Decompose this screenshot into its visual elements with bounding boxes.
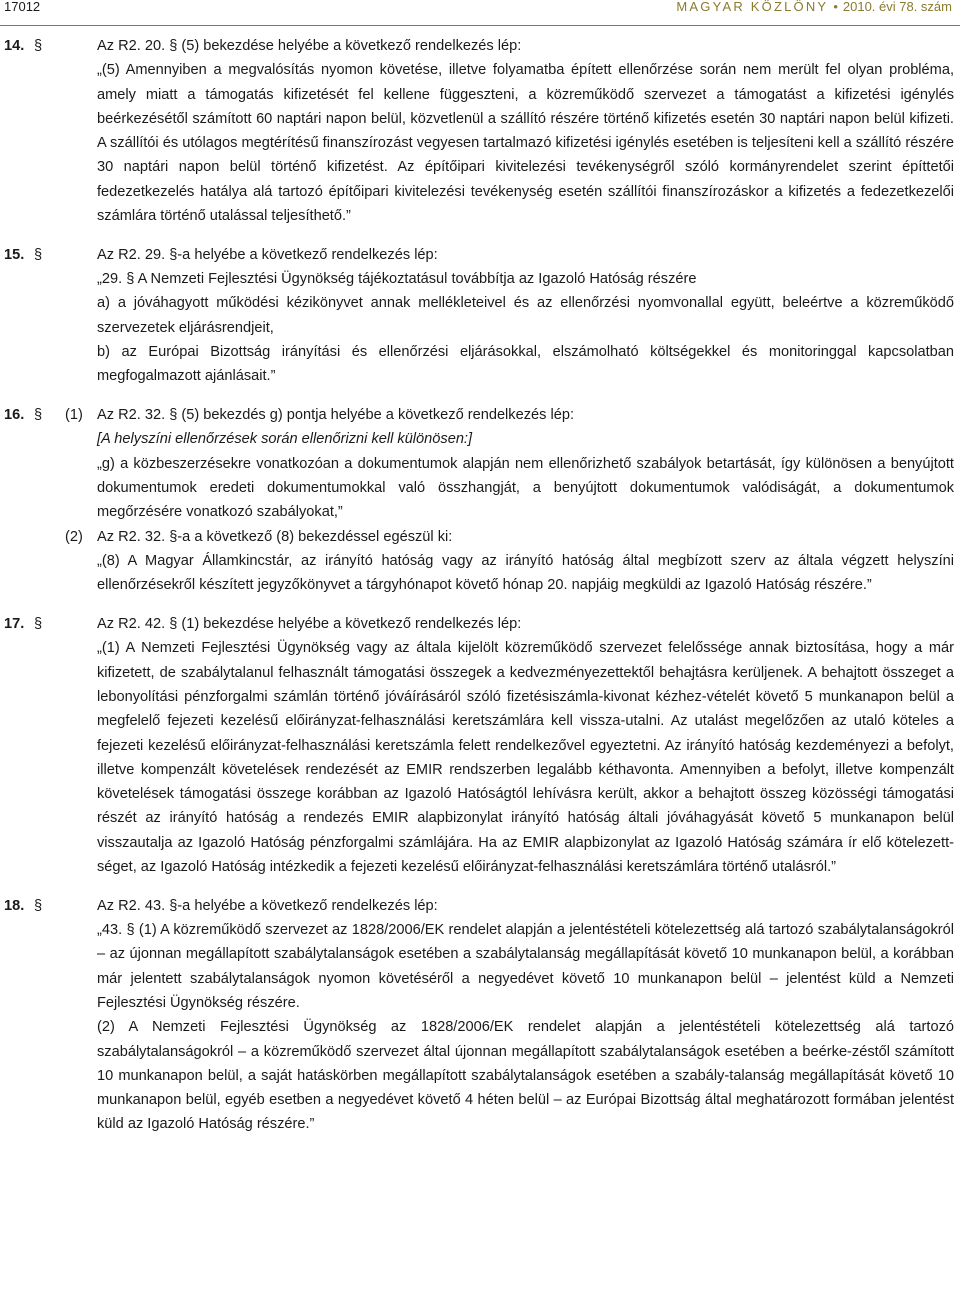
amendment-text: „29. § A Nemzeti Fejlesztési Ügynökség tájékoztatásul továbbítja az Igazoló Hatóság részére: [97, 271, 697, 288]
issue-info: 2010. évi 78. szám: [842, 0, 952, 14]
section-number: 15.: [4, 246, 25, 263]
section-number: 14.: [4, 38, 25, 54]
subsection-1: [0, 403, 960, 524]
subsection-label: (1): [65, 407, 83, 424]
subsection-2: [0, 525, 960, 598]
amendment-text: „(5) Amennyiben a megvalósítás nyomon követése, illetve folyamatba épített ellenőrzése során nem merült fel olyan probléma, amely miatt a támogatás kifizetését fel kellene függeszteni, a közreműködő szervezet a támogatást a kifizetési igénylés beérkezésétől számított 60 naptári napon belül, közvetlenül a szállító részére történő kifizetés esetén 30 naptári napon belül kifizeti. A szállítói és utólagos megtérítésű finanszírozást vegyesen tartalmazó kifizetési igénylés esetében is teljesíteni kell a szállító részére 30 naptári napon belül történő kifizetést. Az építőipari kivitelezési tevékenységről szóló kormányrendelet szerint építtetői fedezetkezelés hatálya alá tartozó építőipari kivitelezési tevékenység esetén szállítói finanszírozáskor a kifizetés a fedezetkezelői számlára történő utalással teljesíthető.”: [97, 62, 954, 225]
section-intro: Az R2. 29. §-a helyébe a következő rendelkezés lép:: [97, 246, 438, 263]
section-sign: §: [34, 616, 43, 633]
section-15: [0, 243, 960, 389]
page-number: 17012: [4, 0, 41, 14]
amendment-text: „(8) A Magyar Államkincstár, az irányító hatóság vagy az irányító hatóság által megbízott szerv az általa végzett helyszíni ellenőrzésekről készített jegyzőkönyvet a tárgyhónapot követő hónap 20. napjáig megküldi az Igazoló Hatóság részére.”: [97, 552, 954, 594]
amendment-text: „(1) A Nemzeti Fejlesztési Ügynökség vagy az általa kijelölt közreműködő szervezet felelőssége annak biztosítása, hogy a már kifizetett, de szabálytalanul felhasznált támogatási összegek a kedvezményezettektől behajtásra kerüljenek. A behajtott összeget a lebonyolítási pénzforgalmi számlán történő jóváírásáról szóló fizetésiszámla-kivonat kézhez-vételét követő 5 munkanapon belül a megfelelő fejezeti kezelésű előirányzat-felhasználási keretszámlára kell vissza-utalni. Az utalást megelőzően az utaló köteles a fejezeti kezelésű előirányzat-felhasználási keretszámla felett rendelkezővel egyeztetni. Az irányító hatóság kezdeményezi a befolyt, illetve kompenzált követelések rendezését az EMIR rendszerben legalább kéthavonta. Amennyiben a befolyt, illetve kompenzált követelések támogatási összege korábban az Igazoló Hatóságtól lehívásra került, akkor a behajtott összeg közösségi támogatási részét az irányító hatóság a rendezés EMIR alapbizonylat irányító hatóság általi jóváhagyását követő 5 munkanapon belül visszautalja az Igazoló Hatóság pénzforgalmi számlájára. Ha az EMIR alapbizonylat az Igazoló Hatóság számára ír elő kötelezett-séget, az Igazoló Hatóság intézkedik a fejezeti kezelésű előirányzat-felhasználási keretszámlára történő utalásról.”: [97, 640, 954, 875]
section-number: 16.: [4, 407, 25, 424]
amendment-point-a: a) a jóváhagyott működési kézikönyvet annak mellékleteivel és az ellenőrzési nyomvonallal együtt, beleértve a közreműködő szervezetek eljárásrendjeit,: [97, 295, 954, 336]
section-intro: Az R2. 42. § (1) bekezdése helyébe a következő rendelkezés lép:: [97, 616, 522, 633]
section-intro: Az R2. 43. §-a helyébe a következő rendelkezés lép:: [97, 897, 438, 914]
section-number: 17.: [4, 616, 25, 633]
section-sign: §: [34, 407, 43, 424]
section-sign: §: [34, 897, 43, 914]
amendment-paragraph-1: „43. § (1) A közreműködő szervezet az 1828/2006/EK rendelet alapján a jelentéstételi kötelezettség alá tartozó szabálytalanságokról – az újonnan megállapított szabálytalanságok esetében a szabálytalanság megállapítását követő 10 munkanapon belül, a korábban már jelentett szabálytalanságok nyomon követéséről a negyedévet követő 10 munkanapon belül – jelentést küld a Nemzeti Fejlesztési Ügynökség részére.: [97, 922, 954, 1011]
amendment-point-b: b) az Európai Bizottság irányítási és ellenőrzési eljárásokkal, elszámolható költségekkel és monitoringgal kapcsolatban megfogalmazott ajánlásait.”: [97, 344, 954, 385]
amendment-paragraph-2: (2) A Nemzeti Fejlesztési Ügynökség az 1828/2006/EK rendelet alapján a jelentéstételi kötelezettség alá tartozó szabálytalanságokról – a közreműködő szervezet által újonnan megállapított szabálytalanságok esetében a beérke-zéstől számított 10 munkanapon belül, a saját hatáskörben megállapított szabálytalanságok esetében a szabály-talanság megállapítását követő 10 munkanapon belül, egyéb esetben a negyedévet követő 4 héten belül – az Európai Bizottság által meghatározott formában jelentést küld az Igazoló Hatóság részére.”: [97, 1019, 954, 1133]
section-sign: §: [34, 246, 43, 263]
section-16: [0, 403, 960, 597]
section-sign: §: [34, 38, 43, 54]
page-header: [0, 0, 960, 26]
section-17: [0, 612, 960, 879]
document-body: [0, 34, 960, 1151]
section-14: [0, 34, 960, 228]
subsection-label: (2): [65, 528, 83, 545]
amendment-text: „g) a közbeszerzésekre vonatkozóan a dokumentumok alapján nem ellenőrizhető szabályok betartását, így különösen a benyújtott dokumentumok eredeti dokumentumokkal való összhangját, a benyújtott dokumentumok valódiságát, a dokumentumok megőrzésére vonatkozó szabályokat,”: [97, 455, 954, 521]
header-rule: [0, 25, 960, 26]
section-number: 18.: [4, 897, 25, 914]
context-note: [A helyszíni ellenőrzések során ellenőrizni kell különösen:]: [97, 431, 473, 448]
section-intro: Az R2. 20. § (5) bekezdése helyébe a következő rendelkezés lép:: [97, 38, 522, 54]
subsection-intro: Az R2. 32. § (5) bekezdés g) pontja helyébe a következő rendelkezés lép:: [97, 407, 575, 424]
section-18: [0, 894, 960, 1137]
bullet-separator: •: [833, 0, 838, 14]
publication-info: [676, 0, 952, 14]
subsection-intro: Az R2. 32. §-a a következő (8) bekezdéssel egészül ki:: [97, 528, 453, 545]
publication-title: MAGYAR KÖZLÖNY: [676, 0, 829, 14]
